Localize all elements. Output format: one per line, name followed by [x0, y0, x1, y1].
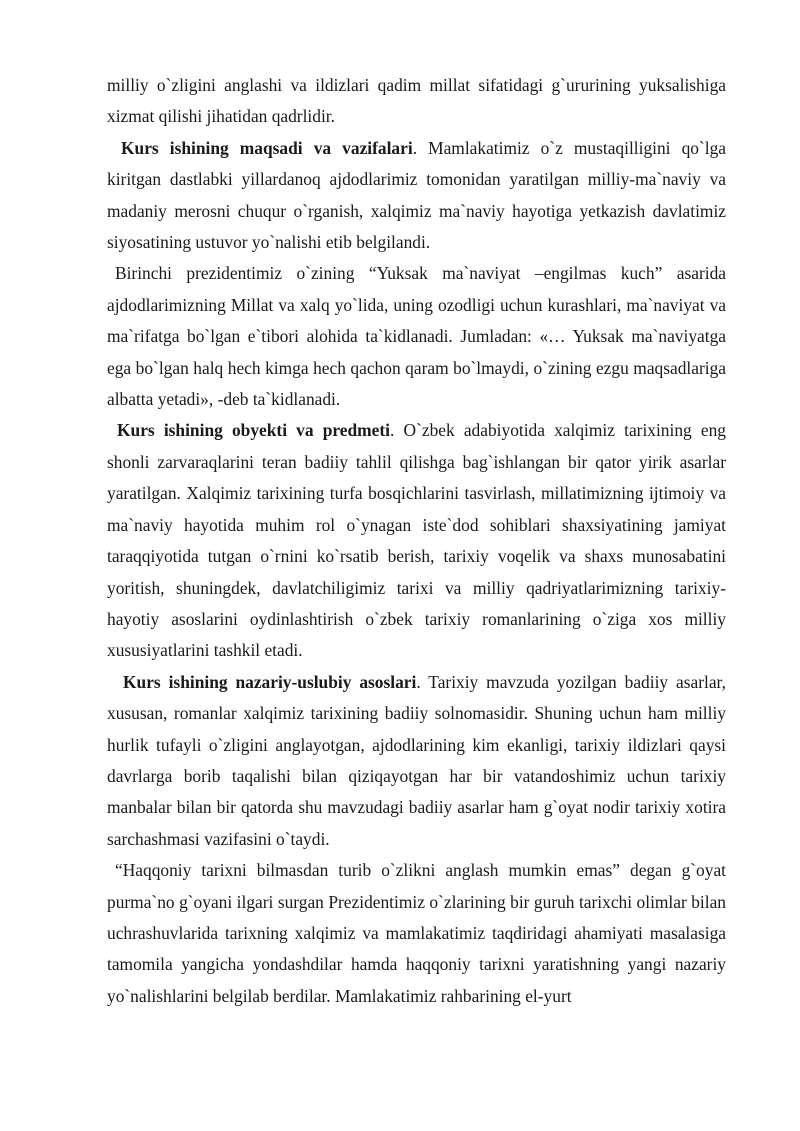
paragraph-true-history [107, 855, 726, 1012]
paragraph-text: “Haqqoniy tarixni bilmasdan turib o`zlikni anglash mumkin emas” degan g`oyat purma`no g`oyani ilgari surgan Prezidentimiz o`zlarining bir guruh tarixchi olimlar bilan uchrashuvlarida tarixning xalqimiz va mamlakatimiz taqdiridagi ahamiyati masalasiga tamomila yangicha yondashdilar hamda haqqoniy tarixni yaratishning yangi nazariy yo`nalishlarini belgilab berdilar. Mamlakatimiz rahbarining el-yurt [107, 860, 726, 1006]
section-heading-object-subject: Kurs ishining obyekti va predmeti [117, 420, 391, 441]
paragraph-text: . Mamlakatimiz o`z mustaqilligini qo`lga kiritgan dastlabki yillardanoq ajdodlarimiz tomonidan yaratilgan milliy-ma`naviy va madaniy merosni chuqur o`rganish, xalqimiz ma`naviy hayotiga yetkazish davlatimiz siyosatining ustuvor yo`nalishi etib belgilandi. [107, 137, 727, 253]
paragraph-intro-continuation [107, 70, 726, 133]
section-heading-theoretical-basis: Kurs ishining nazariy-uslubiy asoslari [123, 671, 417, 692]
paragraph-text: Birinchi prezidentimiz o`zining “Yuksak ma`naviyat –engilmas kuch” asarida ajdodlarimizning Millat va xalq yo`lida, uning ozodligi uchun kurashlari, ma`naviyat va ma`rifatga bo`lgan e`tibori alohida ta`kidlanadi. Jumladan: «… Yuksak ma`naviyatga ega bo`lgan halq hech kimga hech qachon qaram bo`lmaydi, o`zining ezgu maqsadlariga albatta yetadi», -deb ta`kidlanadi. [107, 263, 726, 410]
paragraph-text: milliy o`zligini anglashi va ildizlari qadim millat sifatidagi g`ururining yuksalishiga xizmat qilishi jihatidan qadrlidir. [107, 75, 726, 127]
paragraph-first-president [107, 258, 726, 415]
paragraph-theoretical-basis [107, 667, 726, 855]
document-page [107, 70, 726, 1012]
paragraph-goals [107, 133, 726, 259]
paragraph-object-subject [107, 415, 726, 666]
section-heading-goals: Kurs ishining maqsadi va vazifalari [121, 137, 413, 158]
paragraph-text: . Tarixiy mavzuda yozilgan badiiy asarlar, xususan, romanlar xalqimiz tarixining badiiy solnomasidir. Shuning uchun ham milliy hurlik tufayli o`zligini anglayotgan, ajdodlarining kim ekanligi, tarixiy ildizlari qaysi davrlarga borib taqalishi bilan qiziqayotgan har bir vatandoshimiz uchun tarixiy manbalar bilan bir qatorda shu mavzudagi badiiy asarlar ham g`oyat nodir tarixiy xotira sarchashmasi vazifasini o`taydi. [107, 671, 726, 849]
paragraph-text: . O`zbek adabiyotida xalqimiz tarixining eng shonli zarvaraqlarini teran badiiy tahlil qilishga bag`ishlangan bir qator yirik asarlar yaratilgan. Xalqimiz tarixining turfa bosqichlarini tasvirlash, millatimizning ijtimoiy va ma`naviy hayotida muhim rol o`ynagan iste`dod sohiblari shaxsiyatining jamiyat taraqqiyotida tutgan o`rnini ko`rsatib berish, tarixiy voqelik va shaxs munosabatini yoritish, shuningdek, davlatchiligimiz tarixi va milliy qadriyatlarimizning tarixiy- hayotiy asoslarini oydinlashtirish o`zbek tarixiy romanlarining o`ziga xos milliy xususiyatlarini tashkil etadi. [107, 420, 726, 661]
